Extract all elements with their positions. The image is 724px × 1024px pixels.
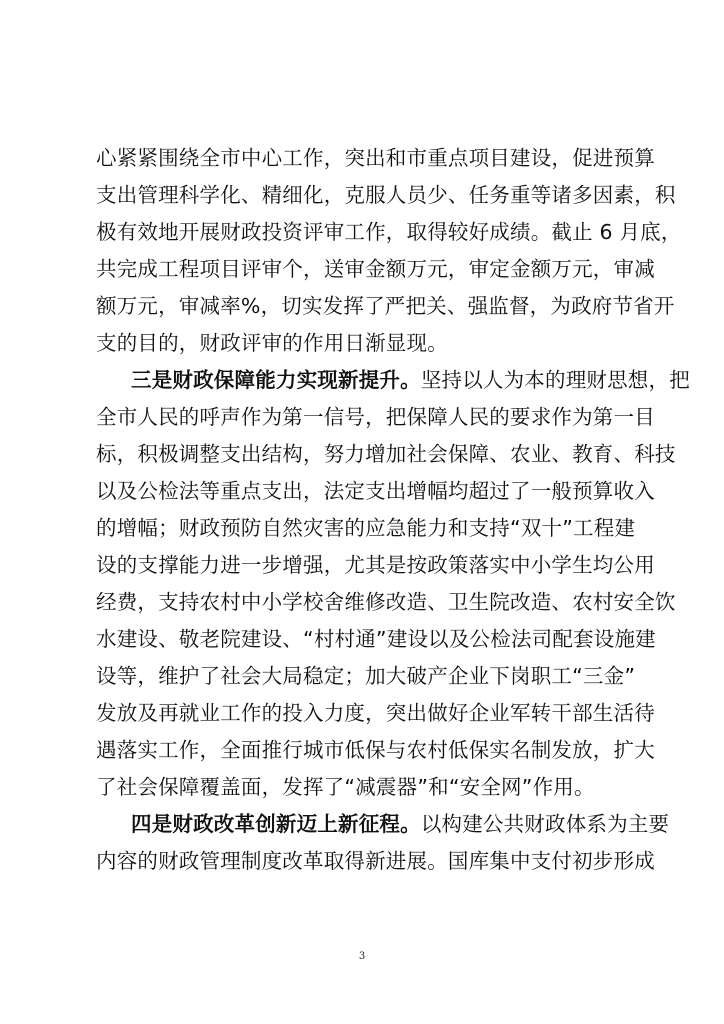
paragraph-four-heading: 四是财政改革创新迈上新征程。 [131, 812, 421, 836]
paragraph-four-first-line-text: 以构建公共财政体系为主要 [420, 812, 670, 836]
body-line: 设等，维护了社会大局稳定；加大破产企业下岗职工“三金” [96, 664, 636, 688]
paragraph-four-first-line [131, 810, 670, 839]
body-line: 心紧紧围绕全市中心工作，突出和市重点项目建设，促进预算 [96, 146, 655, 170]
body-line: 支的目的，财政评审的作用日渐显现。 [96, 331, 448, 355]
body-line: 水建设、敬老院建设、“村村通”建设以及公检法司配套设施建 [96, 627, 656, 651]
body-line: 的增幅；财政预防自然灾害的应急能力和支持“双十”工程建 [96, 516, 636, 540]
body-line: 以及公检法等重点支出，法定支出增幅均超过了一般预算收入 [96, 479, 655, 503]
body-line: 设的支撑能力进一步增强，尤其是按政策落实中小学生均公用 [96, 553, 655, 577]
body-line: 遇落实工作，全面推行城市低保与农村低保实名制发放，扩大 [96, 738, 655, 762]
body-line: 额万元，审减率%，切实发挥了严把关、强监督，为政府节省开 [96, 294, 675, 318]
body-line: 支出管理科学化、精细化，克服人员少、任务重等诸多因素，积 [96, 183, 676, 207]
body-line: 发放及再就业工作的投入力度，突出做好企业军转干部生活待 [96, 701, 655, 725]
body-line: 共完成工程项目评审个，送审金额万元，审定金额万元，审减 [96, 257, 655, 281]
page-number: 3 [358, 951, 366, 962]
paragraph-three-heading: 三是财政保障能力实现新提升。 [131, 368, 421, 392]
body-line: 标，积极调整支出结构，努力增加社会保障、农业、教育、科技 [96, 442, 676, 466]
body-line: 了社会保障覆盖面，发挥了“减震器”和“安全网”作用。 [96, 775, 595, 799]
body-line: 极有效地开展财政投资评审工作，取得较好成绩。截止 6 月底， [96, 220, 682, 244]
body-line: 经费，支持农村中小学校舍维修改造、卫生院改造、农村安全饮 [96, 590, 676, 614]
paragraph-three-first-line [131, 366, 690, 395]
body-line: 内容的财政管理制度改革取得新进展。国库集中支付初步形成 [96, 849, 655, 873]
paragraph-three-first-line-text: 坚持以人为本的理财思想，把 [420, 368, 690, 392]
body-line: 全市人民的呼声作为第一信号，把保障人民的要求作为第一目 [96, 405, 655, 429]
